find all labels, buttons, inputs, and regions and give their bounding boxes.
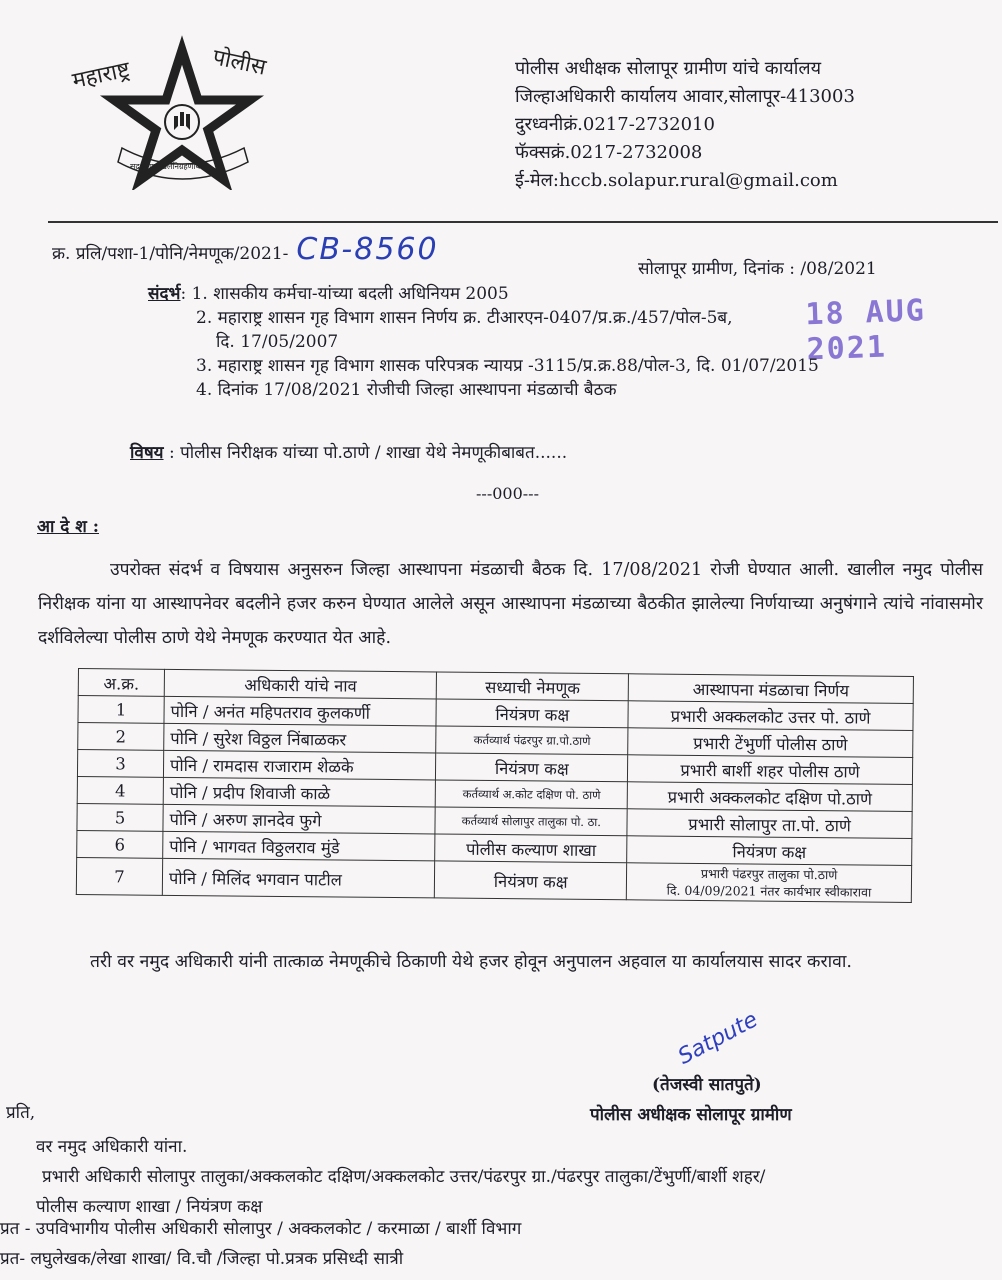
reference-item: : 1. शासकीय कर्मचा-यांच्या बदली अधिनियम 2005 bbox=[180, 284, 509, 304]
cell-serial: 3 bbox=[77, 750, 163, 778]
cell-officer-name: पोनि / रामदास राजाराम शेळके bbox=[163, 750, 436, 780]
cell-serial: 7 bbox=[76, 857, 162, 895]
cell-decision: प्रभारी अक्कलकोट दक्षिण पो.ठाणे bbox=[627, 782, 912, 812]
logo-motto: सद्रक्षणाय खलनिग्रहणाय bbox=[130, 162, 201, 171]
cell-current-posting: नियंत्रण कक्ष bbox=[435, 861, 627, 900]
cell-decision: प्रभारी टेंभुर्णी पोलीस ठाणे bbox=[628, 728, 913, 758]
cell-officer-name: पोनि / सुरेश विठ्ठल निंबाळकर bbox=[164, 723, 437, 753]
cell-serial: 1 bbox=[78, 696, 164, 724]
compliance-instruction: तरी वर नमुद अधिकारी यांनी तात्काळ नेमणूकीचे ठिकाणी येथे हजर होवून अनुपालन अहवाल या कार्यालयास सादर करावा. bbox=[90, 952, 852, 972]
cell-decision bbox=[626, 863, 911, 903]
table-row bbox=[76, 857, 911, 902]
cell-officer-name: पोनि / अनंत महिपतराव कुलकर्णी bbox=[164, 696, 437, 726]
signatory-designation: पोलीस अधीक्षक सोलापूर ग्रामीण bbox=[590, 1105, 792, 1125]
recipient-line: पोलीस कल्याण शाखा / नियंत्रण कक्ष bbox=[36, 1197, 263, 1217]
cell-serial: 2 bbox=[78, 723, 164, 751]
office-title: पोलीस अधीक्षक सोलापूर ग्रामीण यांचे कार्यालय bbox=[515, 58, 822, 79]
logo-text-left: महाराष्ट्र bbox=[70, 57, 133, 94]
cell-decision: प्रभारी अक्कलकोट उत्तर पो. ठाणे bbox=[628, 701, 913, 731]
reference-number bbox=[52, 232, 439, 267]
order-paragraph: उपरोक्त संदर्भ व विषयास अनुसरुन जिल्हा आस्थापना मंडळाची बैठक दि. 17/08/2021 रोजी घेण्यात आली. खालील नमुद पोलीस निरीक्षक यांना या आस्थापनेवर बदलीने हजर करुन घेण्यात आलेले असून आस्थापना मंडळाच्या बैठकीत झालेल्या निर्णयाच्या अनुषंगाने त्यांचे नांवासमोर दर्शविलेल्या पोलीस ठाणे येथे नेमणूक करण्यात येत आहे. bbox=[38, 560, 983, 648]
office-email: ई-मेल:hccb.solapur.rural@gmail.com bbox=[515, 170, 838, 191]
subject-line bbox=[130, 440, 567, 463]
cell-current-posting: कर्तव्यार्थ सोलापुर तालुका पो. ठा. bbox=[435, 807, 627, 836]
decision-note: दि. 04/09/2021 नंतर कार्यभार स्वीकारावा bbox=[666, 882, 872, 900]
reference-item: 2. महाराष्ट्र शासन गृह विभाग शासन निर्णय क्र. टीआरएन-0407/प्र.क्र./457/पोल-5ब, bbox=[196, 308, 733, 328]
cell-current-posting: पोलीस कल्याण शाखा bbox=[435, 834, 627, 863]
logo-text-right: पोलीस bbox=[210, 45, 269, 81]
section-separator: ---000--- bbox=[476, 484, 539, 503]
office-address bbox=[515, 55, 855, 195]
decision-text: प्रभारी पंढरपुर तालुका पो.ठाणे bbox=[700, 865, 838, 883]
signatory-name: (तेजस्वी सातपुते) bbox=[652, 1075, 762, 1095]
office-location: जिल्हाअधिकारी कार्यालय आवार,सोलापूर-413003 bbox=[515, 86, 855, 107]
copy-line: प्रत - उपविभागीय पोलीस अधिकारी सोलापुर / अक्कलकोट / करमाळा / बार्शी विभाग bbox=[0, 1219, 522, 1239]
reference-item: दि. 17/05/2007 bbox=[216, 332, 339, 352]
cell-officer-name: पोनि / मिलिंद भगवान पाटील bbox=[162, 858, 435, 898]
date-stamp: 18 AUG 2021 bbox=[804, 293, 927, 368]
police-logo bbox=[62, 30, 292, 190]
header-divider bbox=[48, 221, 998, 223]
signature-scrawl: Satpute bbox=[674, 1007, 762, 1070]
to-label: प्रति, bbox=[6, 1103, 36, 1123]
recipient-line: प्रभारी अधिकारी सोलापुर तालुका/अक्कलकोट दक्षिण/अक्कलकोट उत्तर/पंढरपुर ग्रा./पंढरपुर तालुका/टेंभुर्णी/बार्शी शहर/ bbox=[42, 1167, 766, 1187]
cell-decision: नियंत्रण कक्ष bbox=[627, 836, 912, 866]
references-section bbox=[148, 282, 819, 402]
office-phone: दुरध्वनीक्रं.0217-2732010 bbox=[515, 114, 715, 135]
reference-item: 4. दिनांक 17/08/2021 रोजीची जिल्हा आस्थापना मंडळाची बैठक bbox=[196, 380, 617, 400]
posting-table bbox=[76, 668, 914, 903]
recipients-list bbox=[36, 1132, 765, 1222]
handwritten-number: CB-8560 bbox=[296, 232, 439, 267]
cell-officer-name: पोनि / अरुण ज्ञानदेव फुगे bbox=[163, 804, 436, 834]
cell-decision: प्रभारी बार्शी शहर पोलीस ठाणे bbox=[628, 755, 913, 785]
cell-officer-name: पोनि / प्रदीप शिवाजी काळे bbox=[163, 777, 436, 807]
cell-serial: 4 bbox=[77, 776, 163, 804]
reference-item: 3. महाराष्ट्र शासन गृह विभाग शासक परिपत्रक न्यायप्र -3115/प्र.क्र.88/पोल-3, दि. 01/07/2015 bbox=[196, 356, 819, 376]
order-heading: आ दे श : bbox=[37, 517, 99, 537]
references-label: संदर्भ bbox=[148, 284, 181, 304]
cell-serial: 6 bbox=[77, 830, 163, 858]
cell-current-posting: कर्तव्यार्थ अ.कोट दक्षिण पो. ठाणे bbox=[436, 780, 628, 809]
recipient-line: वर नमुद अधिकारी यांना. bbox=[36, 1137, 188, 1157]
subject-text: : पोलीस निरीक्षक यांच्या पो.ठाणे / शाखा येथे नेमणूकीबाबत...... bbox=[163, 443, 568, 463]
cell-decision: प्रभारी सोलापुर ता.पो. ठाणे bbox=[627, 809, 912, 839]
copy-line: प्रत- लघुलेखक/लेखा शाखा/ वि.चौ /जिल्हा पो.प्रत्रक प्रसिध्दी सात्री bbox=[0, 1249, 404, 1269]
reference-prefix: क्र. प्रलि/पशा-1/पोनि/नेमणूक/2021- bbox=[52, 244, 289, 264]
column-header: सध्याची नेमणूक bbox=[437, 672, 629, 701]
star-emblem-icon bbox=[62, 30, 292, 190]
cell-current-posting: कर्तव्यार्थ पंढरपुर ग्रा.पो.ठाणे bbox=[436, 726, 628, 755]
column-header: अ.क्र. bbox=[78, 669, 164, 697]
column-header: आस्थापना मंडळाचा निर्णय bbox=[628, 674, 913, 704]
column-header: अधिकारी यांचे नाव bbox=[164, 669, 437, 699]
office-fax: फॅक्सक्रं.0217-2732008 bbox=[515, 142, 703, 163]
cell-serial: 5 bbox=[77, 803, 163, 831]
subject-label: विषय bbox=[130, 443, 164, 463]
cell-current-posting: नियंत्रण कक्ष bbox=[436, 753, 628, 782]
issue-date: सोलापूर ग्रामीण, दिनांक : /08/2021 bbox=[638, 259, 877, 279]
cell-officer-name: पोनि / भागवत विठ्ठलराव मुंडे bbox=[163, 831, 436, 861]
cell-current-posting: नियंत्रण कक्ष bbox=[436, 699, 628, 728]
